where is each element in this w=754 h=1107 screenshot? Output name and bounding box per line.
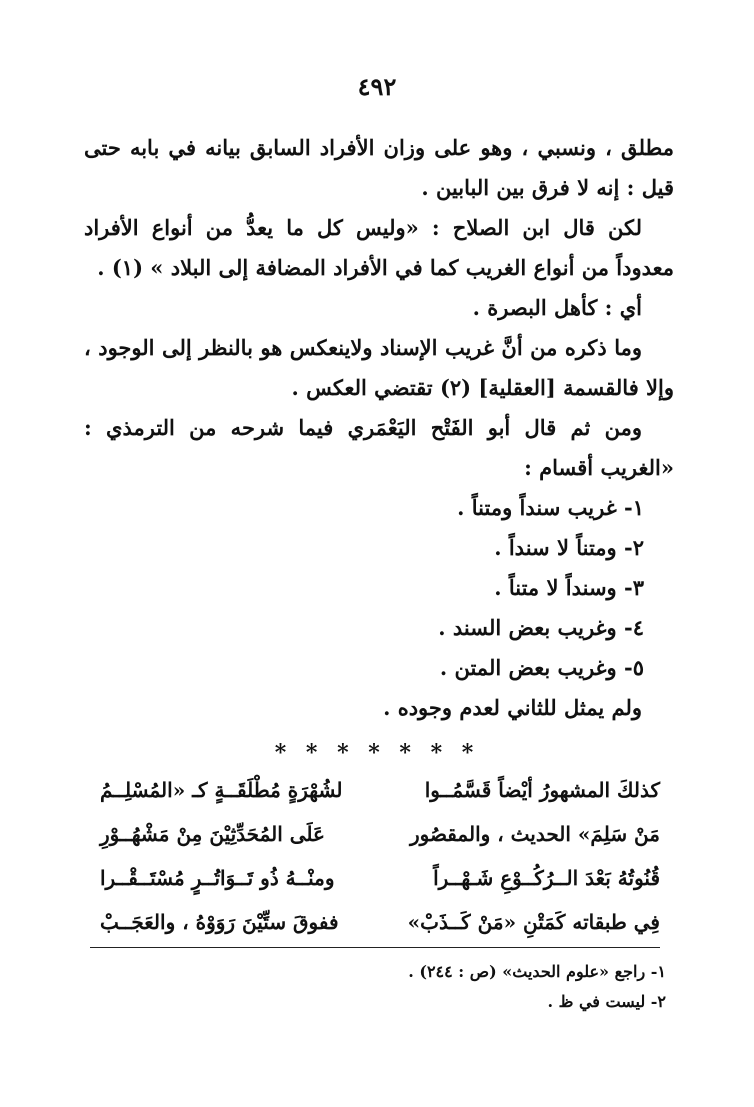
poem-verse <box>100 812 660 856</box>
verse-second-hemistich: ومنْــهُ ذُو تَــوَاتُــرٍ مُسْتَــقْــرا <box>100 866 335 890</box>
paragraph: ومن ثم قال أبو الفَتْح اليَعْمَري فيما شرحه من الترمذي : «الغريب أقسام : <box>84 415 674 480</box>
verse-second-hemistich: ففوقَ ستِّيْنَ رَوَوْهُ ، والعَجَــبْ <box>100 910 339 934</box>
main-text <box>84 128 674 728</box>
paragraph: مطلق ، ونسبي ، وهو على وزان الأفراد السابق بيانه في بابه حتى قيل : إنه لا فرق بين البابين . <box>84 135 674 200</box>
section-separator: * * * * * * * <box>274 740 480 766</box>
poem <box>100 768 660 944</box>
paragraph: وما ذكره من أنَّ غريب الإسناد ولاينعكس هو بالنظر إلى الوجود ، وإلا فالقسمة [العقلية] (٢) تقتضي العكس . <box>84 335 674 400</box>
verse-first-hemistich: مَنْ سَلِمَ» الحديث ، والمقصُور <box>409 822 660 846</box>
paragraph: لكن قال ابن الصلاح : «وليس كل ما يعدُّ من أنواع الأفراد معدوداً من أنواع الغريب كما في الأفراد المضافة إلى البلاد » (١) . <box>84 215 674 280</box>
verse-second-hemistich: عَلَى المُحَدِّثِيْنَ مِنْ مَشْهُــوْرِ <box>100 822 325 846</box>
verse-first-hemistich: قُنُوتُهُ بَعْدَ الــرُكُــوْعِ شَـهْــراً <box>433 866 660 890</box>
list-item: ١- غريب سنداً ومتناً . <box>457 495 644 520</box>
closing-line: ولم يمثل للثاني لعدم وجوده . <box>383 695 642 720</box>
verse-first-hemistich: كذلكَ المشهورُ أيْضاً قَسَّمُــوا <box>424 778 660 802</box>
list-item: ٣- وسنداً لا متناً . <box>494 575 644 600</box>
footnotes <box>84 957 674 1017</box>
list-item: ٥- وغريب بعض المتن . <box>439 655 644 680</box>
page-number: ٤٩٢ <box>357 72 397 101</box>
verse-second-hemistich: لشُهْرَةٍ مُطْلَقَــةٍ كـ «المُسْلِــمُ <box>100 778 343 802</box>
list-item: ٢- ومتناً لا سنداً . <box>494 535 644 560</box>
footnote: ٢- ليست في ظ . <box>547 992 666 1011</box>
footnote: ١- راجع «علوم الحديث» (ص : ٢٤٤) . <box>408 962 666 981</box>
poem-verse <box>100 856 660 900</box>
verse-first-hemistich: فِي طبقاته كَمَتْنِ «مَنْ كَــذَبْ» <box>407 910 660 934</box>
footnote-divider <box>90 947 660 948</box>
paragraph: أي : كأهل البصرة . <box>472 295 642 320</box>
poem-verse <box>100 768 660 812</box>
list-item: ٤- وغريب بعض السند . <box>438 615 644 640</box>
poem-verse <box>100 900 660 944</box>
